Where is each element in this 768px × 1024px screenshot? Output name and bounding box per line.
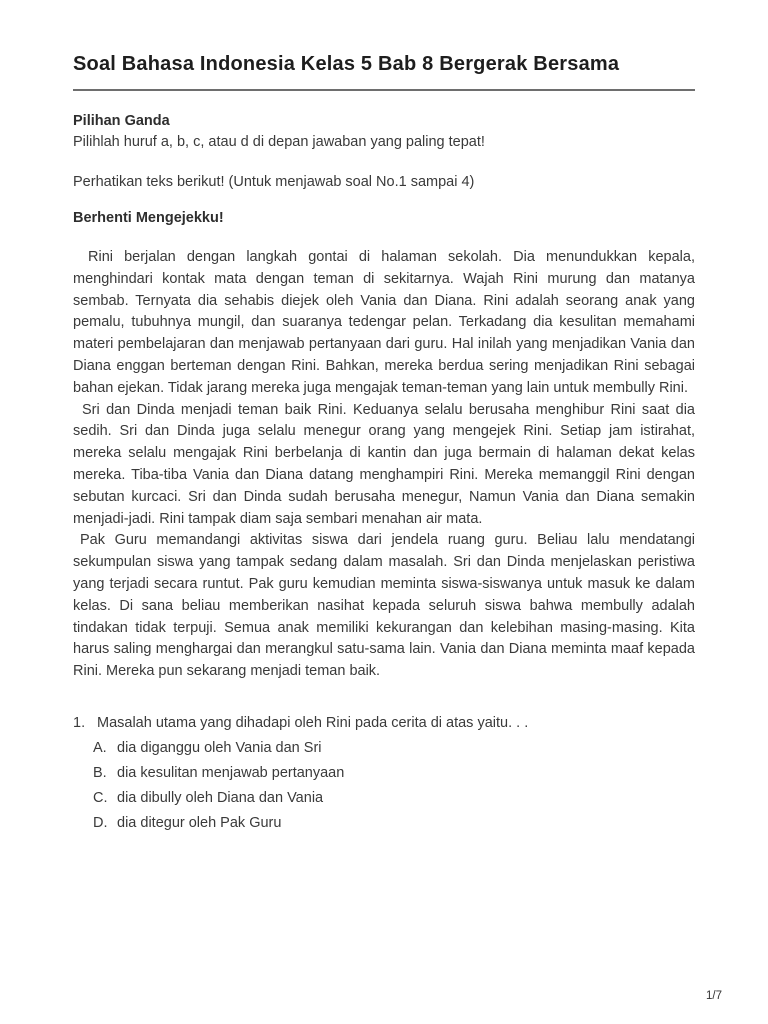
- option-c-text: dia dibully oleh Diana dan Vania: [117, 789, 324, 806]
- page-number: 1/7: [706, 990, 722, 1002]
- option-a-text: dia diganggu oleh Vania dan Sri: [117, 739, 322, 756]
- passage-paragraph: Sri dan Dinda menjadi teman baik Rini. Keduanya selalu berusaha menghibur Rini saat dia sedih. Sri dan Dinda juga selalu menegur orang yang mengejek Rini. Setiap jam istirahat, mereka selalu mengajak Rini berbelanja di kantin dan juga bermain di halaman dekat kelas mereka. Tiba-tiba Vania dan Diana datang menghampiri Rini. Mereka memanggil Rini dengan sebutan kurcaci. Sri dan Dinda sudah berusaha menegur, Namun Vania dan Diana semakin menjadi-jadi. Rini tampak diam saja sembari menahan air mata.: [73, 401, 695, 527]
- reading-passage: [73, 247, 695, 683]
- instruction-note: Perhatikan teks berikut! (Untuk menjawab soal No.1 sampai 4): [73, 174, 475, 190]
- option-d: [93, 811, 695, 836]
- option-b-label: B.: [93, 764, 107, 781]
- instruction-direction: Pilihlah huruf a, b, c, atau d di depan jawaban yang paling tepat!: [73, 134, 485, 150]
- option-d-text: dia ditegur oleh Pak Guru: [117, 814, 282, 831]
- question-1-options: [73, 736, 695, 836]
- option-c: [93, 786, 695, 811]
- option-c-label: C.: [93, 789, 108, 806]
- question-1: [73, 711, 695, 836]
- option-b-text: dia kesulitan menjawab pertanyaan: [117, 764, 345, 781]
- passage-title: Berhenti Mengejekku!: [73, 210, 224, 226]
- option-d-label: D.: [93, 814, 108, 831]
- option-b: [93, 761, 695, 786]
- option-a-label: A.: [93, 739, 107, 756]
- question-1-text: Masalah utama yang dihadapi oleh Rini pada cerita di atas yaitu. . .: [97, 714, 529, 731]
- question-1-number: 1.: [73, 714, 86, 731]
- page-title: Soal Bahasa Indonesia Kelas 5 Bab 8 Bergerak Bersama: [73, 53, 620, 75]
- title-divider: [73, 89, 695, 91]
- option-a: [93, 736, 695, 761]
- question-1-stem: [73, 711, 695, 736]
- passage-paragraph: Pak Guru memandangi aktivitas siswa dari jendela ruang guru. Beliau lalu mendatangi sekumpulan siswa yang tampak sedang dalam masalah. Sri dan Dinda menjelaskan peristiwa yang terjadi secara runtut. Pak guru kemudian meminta siswa-siswanya untuk masuk ke dalam kelas. Di sana beliau memberikan nasihat kepada seluruh siswa bahwa membully adalah tindakan tidak terpuji. Semua anak memiliki kekurangan dan kelebihan masing-masing. Kita harus saling menghargai dan merangkul satu-sama lain. Vania dan Diana meminta maaf kepada Rini. Mereka pun sekarang menjadi teman baik.: [73, 532, 695, 680]
- section-heading-pilihan-ganda: Pilihan Ganda: [73, 113, 170, 129]
- passage-paragraph: Rini berjalan dengan langkah gontai di halaman sekolah. Dia menundukkan kepala, menghindari kontak mata dengan teman di sekitarnya. Wajah Rini murung dan matanya sembab. Ternyata dia sehabis diejek oleh Vania dan Diana. Rini adalah seorang anak yang pemalu, tubuhnya mungil, dan suaranya tedengar pelan. Terkadang dia kesulitan memahami materi pembelajaran dan menjawab pertanyaan dari guru. Hal inilah yang menjadikan Vania dan Diana enggan berteman dengan Rini. Bahkan, mereka berdua sering menjadikan Rini sebagai bahan ejekan. Tidak jarang mereka juga mengajak teman-teman yang lain untuk membully Rini.: [73, 249, 695, 396]
